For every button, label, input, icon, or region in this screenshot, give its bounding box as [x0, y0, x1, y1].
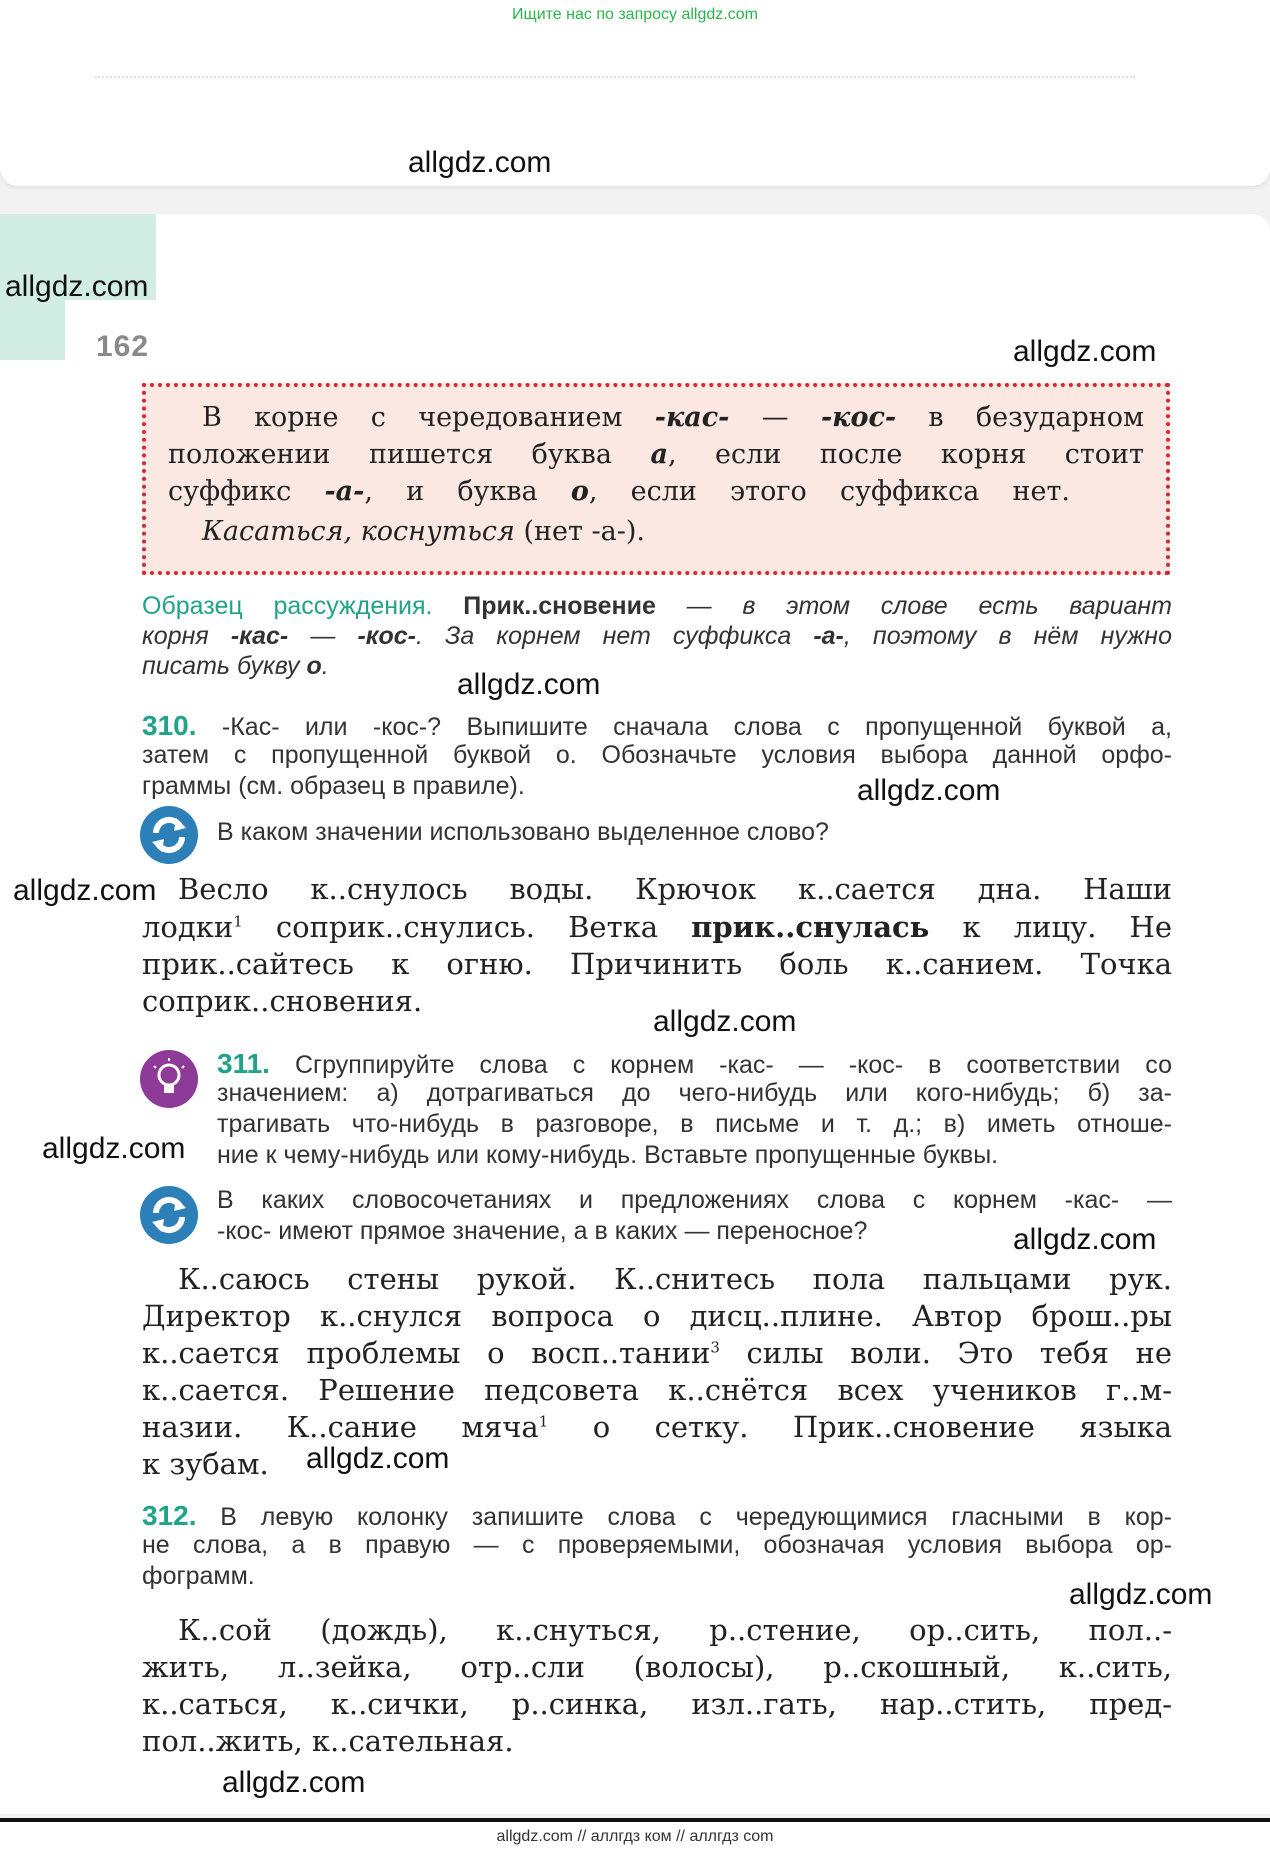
ex311-text-4: к..сается. Решение педсовета к..снётся всех учеников г..м- [142, 1373, 1172, 1407]
watermark: allgdz.com [653, 1005, 797, 1038]
ex312-text-3: к..саться, к..сички, р..синка, изл..гать, нар..стить, пред- [142, 1687, 1172, 1721]
ex312-text-1: К..сой (дождь), к..снуться, р..стение, ор..сить, пол..- [178, 1613, 1172, 1647]
watermark: allgdz.com [222, 1766, 366, 1799]
ex311-question-1: В каких словосочетаниях и предложениях слова с корнем -кас- — [217, 1186, 1172, 1214]
rule-line-1: В корне с чередованием -кас- — -кос- в безударном [202, 402, 1144, 433]
ex311-text-1: К..саюсь стены рукой. К..снитесь пола пальцами рук. [178, 1262, 1172, 1296]
ex310-question: В каком значении использовано выделенное слово? [217, 818, 829, 846]
ex310-text-4: соприк..сновения. [142, 984, 423, 1018]
rule-line-3: суффикс -а-, и буква о, если этого суффикса нет. [168, 476, 1070, 507]
ex311-text-3: к..сается проблемы о восп..тании$^3$ силы воли. Это тебя не [142, 1336, 1172, 1370]
watermark: allgdz.com [457, 668, 601, 701]
watermark: allgdz.com [1069, 1578, 1213, 1611]
ex311-text-2: Директор к..снулся вопроса о дисц..плине. Автор брош..ры [142, 1299, 1172, 1333]
ex312-line-2: не слова, а в правую — с проверяемыми, обозначая условия выбора ор- [142, 1531, 1172, 1559]
top-search-hint[interactable]: Ищите нас по запросу allgdz.com [512, 6, 758, 23]
ex312-line-1: 312. В левую колонку запишите слова с чередующимися гласными в кор- [142, 1500, 1172, 1531]
ex311-line-1: 311. Сгруппируйте слова с корнем -кас- — -кос- в соответствии со [217, 1048, 1172, 1079]
rule-box [142, 383, 1170, 575]
watermark: allgdz.com [13, 874, 157, 907]
sample-line-1: Образец рассуждения. Прик..сновение — в этом слове есть вариант [142, 592, 1172, 620]
watermark: allgdz.com [1013, 1223, 1157, 1256]
rule-example: Касаться, коснуться (нет -а-). [202, 516, 646, 547]
ex312-text-2: жить, л..зейка, отр..сли (волосы), р..скошный, к..сить, [142, 1650, 1172, 1684]
ad-divider [95, 76, 1135, 78]
ex310-text-1: Весло к..снулось воды. Крючок к..сается дна. Наши [178, 872, 1172, 906]
ex310-line-1: 310. -Кас- или -кос-? Выпишите сначала слова с пропущенной буквой а, [142, 710, 1172, 741]
lightbulb-icon [140, 1050, 198, 1108]
repeat-icon [140, 1186, 198, 1244]
ex312-text-4: пол..жить, к..сательная. [142, 1724, 514, 1758]
watermark: allgdz.com [1013, 335, 1157, 368]
ex311-line-2: значением: а) дотрагиваться до чего-нибудь или кого-нибудь; б) за- [217, 1079, 1172, 1107]
ex311-line-3: трагивать что-нибудь в разговоре, в письме и т. д.; в) иметь отноше- [217, 1110, 1172, 1138]
ex310-line-2: затем с пропущенной буквой о. Обозначьте условия выбора данной орфо- [142, 741, 1172, 769]
rule-line-2: положении пишется буква а, если после корня стоит [168, 439, 1144, 470]
watermark: allgdz.com [42, 1132, 186, 1165]
ex312-line-3: фограмм. [142, 1562, 255, 1590]
ex311-line-4: ние к чему-нибудь или кому-нибудь. Вставьте пропущенные буквы. [217, 1141, 999, 1169]
watermark: allgdz.com [857, 774, 1001, 807]
ex311-text-6: к зубам. [142, 1447, 269, 1481]
ad-card [0, 36, 1270, 186]
watermark: allgdz.com [408, 146, 552, 179]
ex310-text-2: лодки$^1$ соприк..снулись. Ветка прик..снулась к лицу. Не [142, 910, 1172, 944]
ex311-text-5: назии. К..сание мяча$^1$ о сетку. Прик..сновение языка [142, 1410, 1172, 1444]
sample-line-3: писать букву о. [142, 652, 329, 680]
sample-line-2: корня -кас- — -кос-. За корнем нет суффикса -а-, поэтому в нём нужно [142, 622, 1172, 650]
watermark: allgdz.com [306, 1442, 450, 1475]
ex311-question-2: -кос- имеют прямое значение, а в каких — переносное? [217, 1217, 868, 1245]
page-number: 162 [96, 330, 150, 363]
watermark: allgdz.com [5, 270, 149, 303]
ex310-text-3: прик..сайтесь к огню. Причинить боль к..санием. Точка [142, 947, 1172, 981]
repeat-icon [140, 806, 198, 864]
footer-links[interactable]: allgdz.com // аллгдз ком // аллгдз com [0, 1822, 1270, 1858]
ex310-line-3: граммы (см. образец в правиле). [142, 772, 525, 800]
